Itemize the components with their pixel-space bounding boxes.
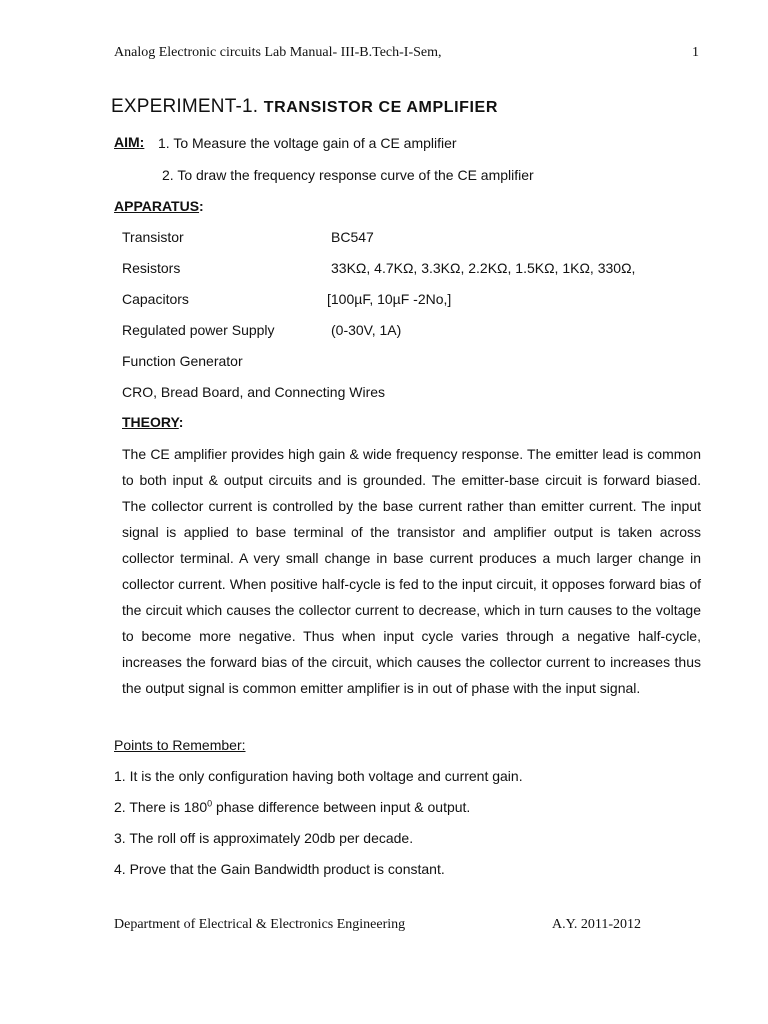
apparatus-item-value: [100µF, 10µF -2No,] xyxy=(327,291,452,307)
theory-label: THEORY: xyxy=(122,414,184,430)
footer-academic-year: A.Y. 2011-2012 xyxy=(552,917,642,932)
apparatus-label: APPARATUS: xyxy=(114,198,204,214)
aim-label: AIM: xyxy=(114,134,145,150)
aim-item-2: 2. To draw the frequency response curve of the CE amplifier xyxy=(162,167,534,183)
theory-paragraph: The CE amplifier provides high gain & wide frequency response. The emitter lead is common to both input & output circuits and is grounded. The emitter-base circuit is forward biased. The collector current is controlled by the base current rather than emitter current. The input signal is applied to base terminal of the transistor and amplifier output is taken across collector terminal. A very small change in base current produces a much larger change in collector current. When positive half-cycle is fed to the input circuit, it opposes forward bias of the circuit which causes the collector current to decrease, which in turn causes to the voltage to become more negative. Thus when input cycle varies through a negative half-cycle, increases the forward bias of the circuit, which causes the collector current to increases thus the output signal is common emitter amplifier is in out of phase with the input signal. xyxy=(122,446,701,696)
experiment-prefix: EXPERIMENT-1. xyxy=(111,96,259,117)
theory-label-text: THEORY xyxy=(122,414,179,430)
footer-department: Department of Electrical & Electronics Engineering xyxy=(114,917,406,932)
apparatus-item-name: Resistors xyxy=(122,260,181,276)
apparatus-item-value: (0-30V, 1A) xyxy=(331,322,402,338)
point-text: 2. There is 180 xyxy=(114,799,208,815)
apparatus-item-name: Transistor xyxy=(122,229,184,245)
apparatus-label-text: APPARATUS xyxy=(114,198,200,214)
apparatus-item-name: Regulated power Supply xyxy=(122,322,275,338)
point-item xyxy=(114,799,470,815)
page-header-title: Analog Electronic circuits Lab Manual- III-B.Tech-I-Sem, xyxy=(114,45,442,60)
aim-label-text: AIM xyxy=(114,134,140,150)
apparatus-item-name: CRO, Bread Board, and Connecting Wires xyxy=(122,384,386,400)
experiment-name: TRANSISTOR CE AMPLIFIER xyxy=(263,99,498,116)
apparatus-item-name: Function Generator xyxy=(122,353,243,369)
experiment-title xyxy=(111,96,498,118)
point-item: 3. The roll off is approximately 20db per decade. xyxy=(114,830,414,846)
point-text: phase difference between input & output. xyxy=(212,799,471,815)
apparatus-item-value: 33KΩ, 4.7KΩ, 3.3KΩ, 2.2KΩ, 1.5KΩ, 1KΩ, 330Ω, xyxy=(331,260,636,276)
degree-superscript: 0 xyxy=(207,798,213,809)
apparatus-item-name: Capacitors xyxy=(122,291,189,307)
point-item: 4. Prove that the Gain Bandwidth product is constant. xyxy=(114,861,445,877)
aim-item-1: 1. To Measure the voltage gain of a CE amplifier xyxy=(158,135,457,151)
points-label: Points to Remember: xyxy=(114,737,246,753)
page-number: 1 xyxy=(692,45,699,60)
apparatus-item-value: BC547 xyxy=(331,229,374,245)
point-item: 1. It is the only configuration having both voltage and current gain. xyxy=(114,768,523,784)
